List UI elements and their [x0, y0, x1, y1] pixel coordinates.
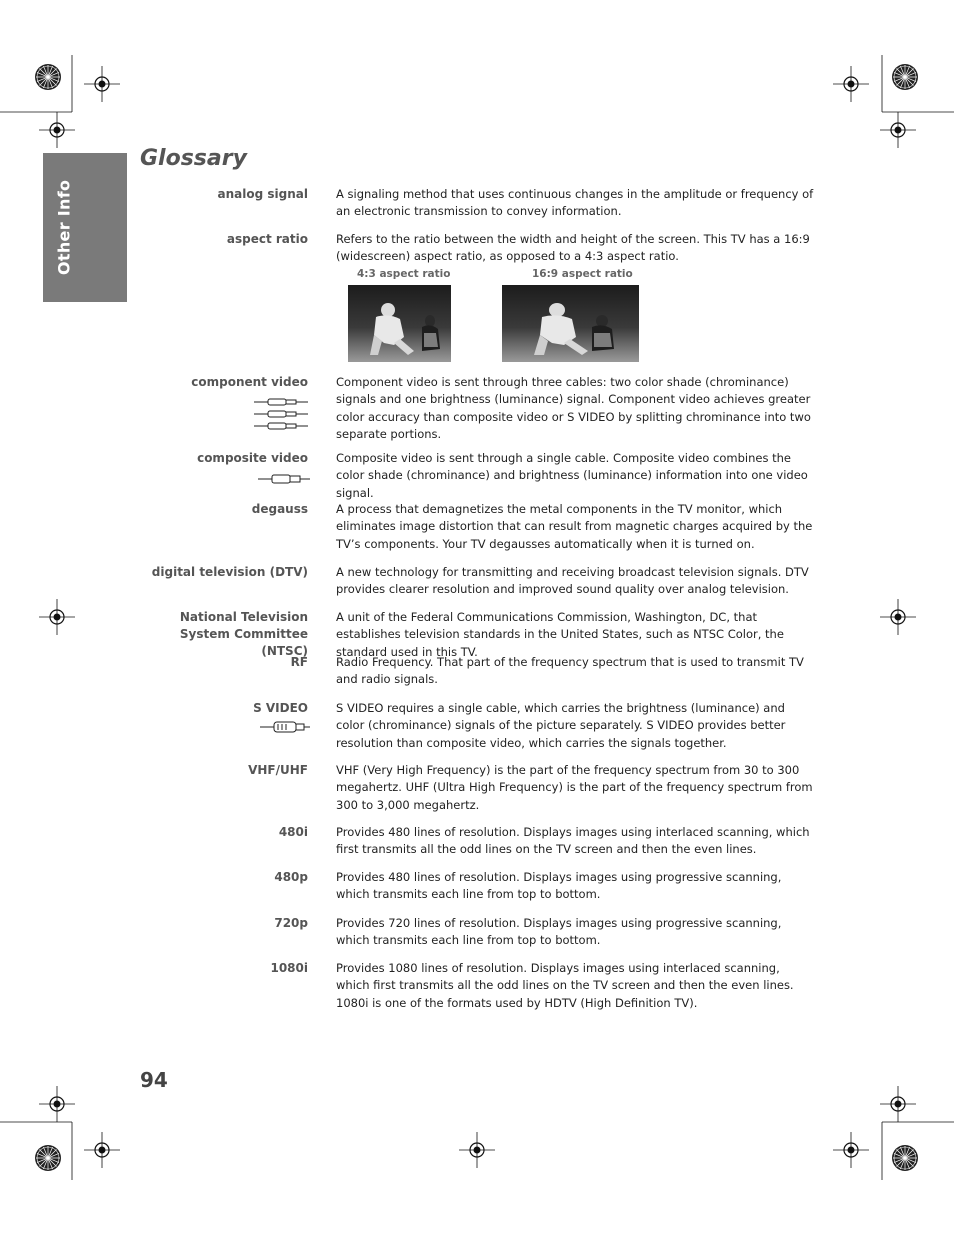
term: National Television System Committee (NTSC) — [179, 610, 308, 658]
term: 480i — [278, 825, 308, 839]
term: 720p — [274, 916, 308, 930]
term: 1080i — [270, 961, 308, 975]
term: degauss — [251, 502, 308, 516]
definition: A new technology for transmitting and receiving broadcast television signals. DTV provides clearer resolution and improved sound quality over analog television. — [336, 565, 809, 597]
definition: A signaling method that uses continuous changes in the amplitude or frequency of an electronic transmission to convey information. — [336, 187, 814, 219]
term: aspect ratio — [226, 232, 308, 246]
page-title: Glossary — [140, 146, 247, 171]
component-cable-icon — [254, 396, 310, 436]
definition: Provides 720 lines of resolution. Displays images using progressive scanning, which transmits each line from top to bottom. — [336, 916, 782, 948]
definition: Component video is sent through three cables: two color shade (chrominance) signals and one brightness (luminance) signal. Component video achieves greater color accuracy than composite video or S VIDEO by splitting chrominance into two separate portions. — [336, 375, 811, 442]
composite-cable-icon — [258, 472, 310, 486]
figure-caption-16-9: 16:9 aspect ratio — [532, 268, 633, 280]
term: component video — [191, 375, 308, 389]
figure-caption-4-3: 4:3 aspect ratio — [357, 268, 451, 280]
definition: Composite video is sent through a single cable. Composite video combines the color shade (chrominance) and brightness (luminance) information into one video signal. — [336, 451, 808, 500]
definition: Provides 480 lines of resolution. Displays images using progressive scanning, which transmits each line from top to bottom. — [336, 870, 782, 902]
definition: Refers to the ratio between the width and height of the screen. This TV has a 16:9 (widescreen) aspect ratio, as opposed to a 4:3 aspect ratio. — [336, 232, 810, 264]
definition: Radio Frequency. That part of the frequency spectrum that is used to transmit TV and radio signals. — [336, 655, 804, 687]
definition: S VIDEO requires a single cable, which carries the brightness (luminance) and color (chrominance) signals of the picture separately. S VIDEO provides better resolution than composite video, which carries the signals together. — [336, 701, 786, 750]
definition: Provides 1080 lines of resolution. Displays images using interlaced scanning, which first transmits all the odd lines on the TV screen and then the even lines. 1080i is one of the formats used by HDTV (High Definition TV). — [336, 961, 794, 1010]
term: S VIDEO — [253, 701, 308, 715]
s-video-cable-icon — [260, 720, 310, 734]
term: composite video — [197, 451, 308, 465]
term: 480p — [274, 870, 308, 884]
section-tab — [43, 153, 127, 302]
term: VHF/UHF — [248, 763, 308, 777]
definition: A unit of the Federal Communications Commission, Washington, DC, that establishes television standards in the United States, such as NTSC Color, the standard used in this TV. — [336, 610, 784, 659]
page-number: 94 — [140, 1068, 168, 1092]
aspect-4-3-photo — [348, 285, 451, 362]
term: digital television (DTV) — [151, 565, 308, 579]
section-tab-label: Other Info — [54, 179, 74, 276]
definition: VHF (Very High Frequency) is the part of the frequency spectrum from 30 to 300 megahertz. UHF (Ultra High Frequency) is the part of the frequency spectrum from 300 to 3,000 megahertz. — [336, 763, 813, 812]
definition: A process that demagnetizes the metal components in the TV monitor, which eliminates image distortion that can result from magnetic charges acquired by the TV’s components. Your TV degausses automatically when it is turned on. — [336, 502, 813, 551]
definition: Provides 480 lines of resolution. Displays images using interlaced scanning, which first transmits all the odd lines on the TV screen and then the even lines. — [336, 825, 810, 857]
aspect-16-9-photo — [502, 285, 639, 362]
term: analog signal — [217, 187, 308, 201]
term: RF — [290, 655, 308, 669]
